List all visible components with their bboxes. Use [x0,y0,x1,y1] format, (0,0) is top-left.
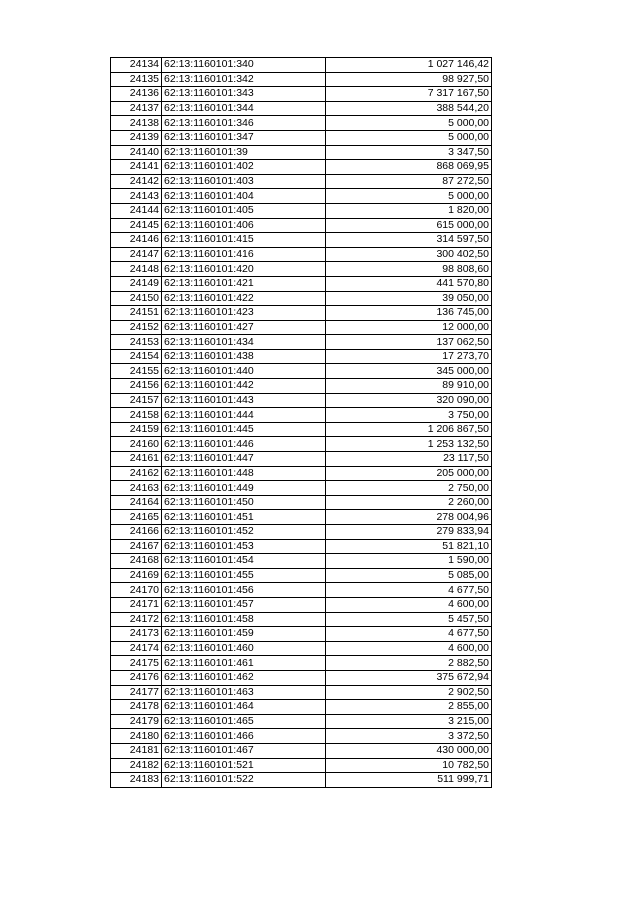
table-row [111,393,492,408]
cadastral-number-cell: 62:13:1160101:443 [162,393,326,408]
value-amount-cell: 2 855,00 [326,700,492,715]
row-number-cell: 24137 [111,101,162,116]
cadastral-number-cell: 62:13:1160101:522 [162,773,326,788]
value-amount-cell: 3 347,50 [326,145,492,160]
value-amount-cell: 17 273,70 [326,349,492,364]
table-row [111,262,492,277]
value-amount-cell: 5 000,00 [326,116,492,131]
table-row [111,685,492,700]
table-row [111,466,492,481]
cadastral-number-cell: 62:13:1160101:463 [162,685,326,700]
table-row [111,233,492,248]
cadastral-number-cell: 62:13:1160101:464 [162,700,326,715]
table-row [111,437,492,452]
cadastral-number-cell: 62:13:1160101:455 [162,568,326,583]
table-row [111,510,492,525]
cadastral-number-cell: 62:13:1160101:427 [162,320,326,335]
table-row [111,291,492,306]
row-number-cell: 24178 [111,700,162,715]
value-amount-cell: 3 750,00 [326,408,492,423]
cadastral-number-cell: 62:13:1160101:403 [162,174,326,189]
value-amount-cell: 98 927,50 [326,72,492,87]
cadastral-number-cell: 62:13:1160101:458 [162,612,326,627]
table-row [111,116,492,131]
table-row [111,641,492,656]
value-amount-cell: 2 902,50 [326,685,492,700]
table-row [111,743,492,758]
cadastral-number-cell: 62:13:1160101:450 [162,495,326,510]
table-row [111,349,492,364]
row-number-cell: 24163 [111,481,162,496]
value-amount-cell: 4 677,50 [326,627,492,642]
value-amount-cell: 7 317 167,50 [326,87,492,102]
value-amount-cell: 10 782,50 [326,758,492,773]
value-amount-cell: 137 062,50 [326,335,492,350]
value-amount-cell: 278 004,96 [326,510,492,525]
value-amount-cell: 320 090,00 [326,393,492,408]
cadastral-number-cell: 62:13:1160101:453 [162,539,326,554]
row-number-cell: 24182 [111,758,162,773]
cadastral-number-cell: 62:13:1160101:434 [162,335,326,350]
table-row [111,203,492,218]
row-number-cell: 24152 [111,320,162,335]
value-amount-cell: 2 750,00 [326,481,492,496]
table-row [111,773,492,788]
cadastral-number-cell: 62:13:1160101:415 [162,233,326,248]
table-row [111,320,492,335]
cadastral-number-cell: 62:13:1160101:454 [162,554,326,569]
value-amount-cell: 615 000,00 [326,218,492,233]
value-amount-cell: 5 000,00 [326,189,492,204]
row-number-cell: 24176 [111,670,162,685]
table-row [111,525,492,540]
cadastral-number-cell: 62:13:1160101:459 [162,627,326,642]
cadastral-number-cell: 62:13:1160101:448 [162,466,326,481]
cadastral-value-table [110,57,492,788]
value-amount-cell: 39 050,00 [326,291,492,306]
table-row [111,101,492,116]
table-row [111,174,492,189]
table-row [111,408,492,423]
table-row [111,612,492,627]
table-row [111,58,492,73]
value-amount-cell: 511 999,71 [326,773,492,788]
cadastral-number-cell: 62:13:1160101:342 [162,72,326,87]
table-row [111,335,492,350]
table-row [111,130,492,145]
cadastral-number-cell: 62:13:1160101:444 [162,408,326,423]
row-number-cell: 24143 [111,189,162,204]
cadastral-number-cell: 62:13:1160101:452 [162,525,326,540]
value-amount-cell: 2 260,00 [326,495,492,510]
row-number-cell: 24160 [111,437,162,452]
cadastral-number-cell: 62:13:1160101:446 [162,437,326,452]
row-number-cell: 24142 [111,174,162,189]
cadastral-number-cell: 62:13:1160101:442 [162,379,326,394]
row-number-cell: 24177 [111,685,162,700]
value-amount-cell: 205 000,00 [326,466,492,481]
cadastral-number-cell: 62:13:1160101:416 [162,247,326,262]
cadastral-number-cell: 62:13:1160101:438 [162,349,326,364]
row-number-cell: 24157 [111,393,162,408]
row-number-cell: 24179 [111,714,162,729]
row-number-cell: 24172 [111,612,162,627]
cadastral-number-cell: 62:13:1160101:462 [162,670,326,685]
row-number-cell: 24174 [111,641,162,656]
row-number-cell: 24158 [111,408,162,423]
cadastral-number-cell: 62:13:1160101:440 [162,364,326,379]
row-number-cell: 24145 [111,218,162,233]
row-number-cell: 24181 [111,743,162,758]
table-row [111,247,492,262]
value-amount-cell: 5 085,00 [326,568,492,583]
table-row [111,422,492,437]
row-number-cell: 24140 [111,145,162,160]
table-row [111,656,492,671]
value-amount-cell: 87 272,50 [326,174,492,189]
row-number-cell: 24139 [111,130,162,145]
cadastral-number-cell: 62:13:1160101:406 [162,218,326,233]
cadastral-number-cell: 62:13:1160101:420 [162,262,326,277]
row-number-cell: 24167 [111,539,162,554]
row-number-cell: 24141 [111,160,162,175]
table-row [111,306,492,321]
table-row [111,145,492,160]
value-amount-cell: 345 000,00 [326,364,492,379]
table-row [111,729,492,744]
cadastral-number-cell: 62:13:1160101:465 [162,714,326,729]
cadastral-number-cell: 62:13:1160101:449 [162,481,326,496]
row-number-cell: 24159 [111,422,162,437]
row-number-cell: 24155 [111,364,162,379]
cadastral-number-cell: 62:13:1160101:457 [162,597,326,612]
row-number-cell: 24156 [111,379,162,394]
row-number-cell: 24147 [111,247,162,262]
value-amount-cell: 375 672,94 [326,670,492,685]
table-row [111,627,492,642]
row-number-cell: 24164 [111,495,162,510]
table-row [111,568,492,583]
value-amount-cell: 1 590,00 [326,554,492,569]
row-number-cell: 24166 [111,525,162,540]
value-amount-cell: 388 544,20 [326,101,492,116]
table-body [111,58,492,788]
row-number-cell: 24165 [111,510,162,525]
value-amount-cell: 4 677,50 [326,583,492,598]
cadastral-number-cell: 62:13:1160101:467 [162,743,326,758]
row-number-cell: 24135 [111,72,162,87]
row-number-cell: 24146 [111,233,162,248]
value-amount-cell: 12 000,00 [326,320,492,335]
row-number-cell: 24161 [111,452,162,467]
cadastral-number-cell: 62:13:1160101:456 [162,583,326,598]
cadastral-number-cell: 62:13:1160101:461 [162,656,326,671]
cadastral-number-cell: 62:13:1160101:346 [162,116,326,131]
table-row [111,72,492,87]
value-amount-cell: 868 069,95 [326,160,492,175]
cadastral-number-cell: 62:13:1160101:39 [162,145,326,160]
table-row [111,379,492,394]
cadastral-number-cell: 62:13:1160101:423 [162,306,326,321]
cadastral-number-cell: 62:13:1160101:466 [162,729,326,744]
row-number-cell: 24150 [111,291,162,306]
value-amount-cell: 1 027 146,42 [326,58,492,73]
cadastral-number-cell: 62:13:1160101:421 [162,276,326,291]
table-row [111,481,492,496]
value-amount-cell: 300 402,50 [326,247,492,262]
table-row [111,189,492,204]
row-number-cell: 24168 [111,554,162,569]
value-amount-cell: 89 910,00 [326,379,492,394]
table-row [111,452,492,467]
value-amount-cell: 430 000,00 [326,743,492,758]
row-number-cell: 24173 [111,627,162,642]
cadastral-number-cell: 62:13:1160101:402 [162,160,326,175]
row-number-cell: 24136 [111,87,162,102]
value-amount-cell: 4 600,00 [326,597,492,612]
value-amount-cell: 3 372,50 [326,729,492,744]
cadastral-number-cell: 62:13:1160101:347 [162,130,326,145]
table-row [111,583,492,598]
value-amount-cell: 136 745,00 [326,306,492,321]
table-row [111,160,492,175]
value-amount-cell: 2 882,50 [326,656,492,671]
value-amount-cell: 314 597,50 [326,233,492,248]
cadastral-number-cell: 62:13:1160101:404 [162,189,326,204]
row-number-cell: 24180 [111,729,162,744]
row-number-cell: 24151 [111,306,162,321]
value-amount-cell: 5 000,00 [326,130,492,145]
value-amount-cell: 279 833,94 [326,525,492,540]
table-row [111,554,492,569]
table-row [111,276,492,291]
row-number-cell: 24169 [111,568,162,583]
table-row [111,539,492,554]
value-amount-cell: 51 821,10 [326,539,492,554]
table-row [111,758,492,773]
value-amount-cell: 1 206 867,50 [326,422,492,437]
table-row [111,87,492,102]
row-number-cell: 24154 [111,349,162,364]
cadastral-number-cell: 62:13:1160101:460 [162,641,326,656]
cadastral-number-cell: 62:13:1160101:405 [162,203,326,218]
table-row [111,700,492,715]
cadastral-number-cell: 62:13:1160101:445 [162,422,326,437]
cadastral-number-cell: 62:13:1160101:447 [162,452,326,467]
table-row [111,218,492,233]
row-number-cell: 24175 [111,656,162,671]
table-row [111,597,492,612]
row-number-cell: 24149 [111,276,162,291]
value-amount-cell: 1 253 132,50 [326,437,492,452]
table-row [111,670,492,685]
value-amount-cell: 441 570,80 [326,276,492,291]
cadastral-number-cell: 62:13:1160101:343 [162,87,326,102]
row-number-cell: 24153 [111,335,162,350]
value-amount-cell: 23 117,50 [326,452,492,467]
value-amount-cell: 5 457,50 [326,612,492,627]
cadastral-number-cell: 62:13:1160101:340 [162,58,326,73]
value-amount-cell: 1 820,00 [326,203,492,218]
row-number-cell: 24138 [111,116,162,131]
row-number-cell: 24162 [111,466,162,481]
row-number-cell: 24134 [111,58,162,73]
row-number-cell: 24170 [111,583,162,598]
value-amount-cell: 3 215,00 [326,714,492,729]
table-row [111,364,492,379]
table-row [111,714,492,729]
value-amount-cell: 98 808,60 [326,262,492,277]
row-number-cell: 24148 [111,262,162,277]
value-amount-cell: 4 600,00 [326,641,492,656]
row-number-cell: 24144 [111,203,162,218]
cadastral-number-cell: 62:13:1160101:521 [162,758,326,773]
row-number-cell: 24171 [111,597,162,612]
cadastral-number-cell: 62:13:1160101:451 [162,510,326,525]
row-number-cell: 24183 [111,773,162,788]
cadastral-number-cell: 62:13:1160101:344 [162,101,326,116]
cadastral-number-cell: 62:13:1160101:422 [162,291,326,306]
table-row [111,495,492,510]
